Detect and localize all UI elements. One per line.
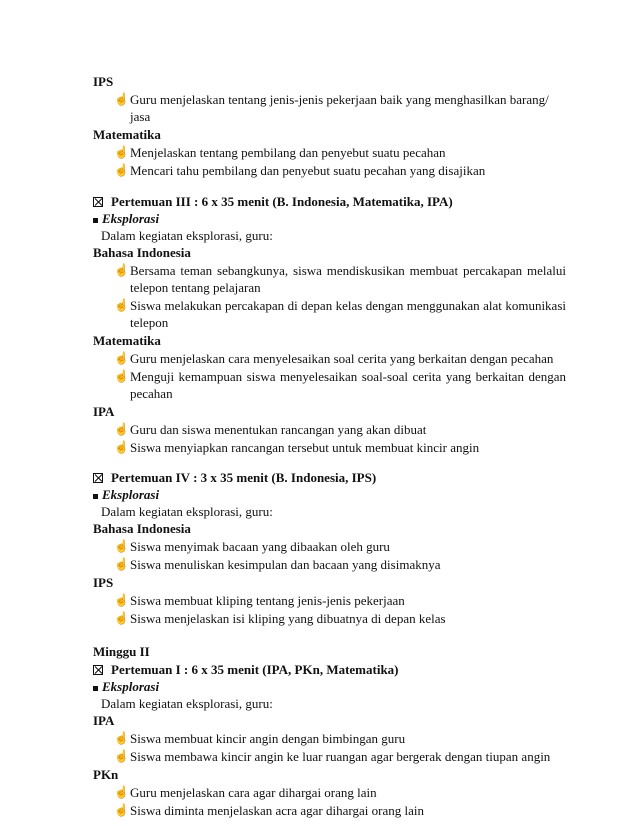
meeting-heading-3: Pertemuan III : 6 x 35 menit (B. Indonesia, Matematika, IPA) [93, 193, 566, 210]
meeting-heading-4: Pertemuan IV : 3 x 35 menit (B. Indonesia, IPS) [93, 469, 566, 486]
hand-pointing-icon: ☝ [114, 539, 129, 553]
hand-pointing-icon: ☝ [114, 785, 129, 799]
list-item: ☝ Menjelaskan tentang pembilang dan penyebut suatu pecahan [114, 145, 446, 160]
list-item: ☝ Guru dan siswa menentukan rancangan yang akan dibuat [114, 422, 427, 437]
square-bullet-icon [93, 686, 98, 691]
list-item: ☝ Guru menjelaskan cara menyelesaikan soal cerita yang berkaitan dengan pecahan [114, 351, 554, 366]
exploration-intro: Dalam kegiatan eksplorasi, guru: [101, 504, 273, 519]
list-item: ☝ Siswa melakukan percakapan di depan kelas dengan menggunakan alat komunikasi telepon [114, 298, 566, 330]
list-item: ☝ Guru menjelaskan tentang jenis-jenis pekerjaan baik yang menghasilkan barang/ jasa [114, 92, 549, 124]
exploration-intro: Dalam kegiatan eksplorasi, guru: [101, 228, 273, 243]
exploration-intro: Dalam kegiatan eksplorasi, guru: [101, 696, 273, 711]
hand-pointing-icon: ☝ [114, 263, 129, 277]
hand-pointing-icon: ☝ [114, 557, 129, 571]
exploration-label: Eksplorasi [93, 486, 566, 503]
list-item: ☝ Siswa membuat kliping tentang jenis-jenis pekerjaan [114, 593, 405, 608]
hand-pointing-icon: ☝ [114, 593, 129, 607]
list-item: ☝ Mencari tahu pembilang dan penyebut suatu pecahan yang disajikan [114, 163, 486, 178]
section-heading-bahasa-indonesia: Bahasa Indonesia [93, 521, 191, 536]
section-heading-ipa: IPA [93, 713, 115, 728]
section-heading-matematika: Matematika [93, 127, 161, 142]
hand-pointing-icon: ☝ [114, 611, 129, 625]
list-item: ☝ Siswa menjelaskan isi kliping yang dibuatnya di depan kelas [114, 611, 446, 626]
section-heading-ips: IPS [93, 575, 114, 590]
list-item: ☝ Siswa menyiapkan rancangan tersebut untuk membuat kincir angin [114, 440, 480, 455]
square-bullet-icon [93, 494, 98, 499]
section-heading-matematika: Matematika [93, 333, 161, 348]
list-item: ☝ Guru menjelaskan cara agar dihargai orang lain [114, 785, 377, 800]
week-heading: Minggu II [93, 644, 150, 659]
list-item: ☝ Bersama teman sebangkunya, siswa mendiskusikan membuat percakapan melalui telepon tentang pelajaran [114, 263, 566, 295]
exploration-label: Eksplorasi [93, 210, 566, 227]
hand-pointing-icon: ☝ [114, 92, 129, 106]
list-item: ☝ Siswa diminta menjelaskan acra agar dihargai orang lain [114, 803, 424, 818]
list-item: ☝ Siswa membawa kincir angin ke luar ruangan agar bergerak dengan tiupan angin [114, 749, 551, 764]
list-item: ☝ Siswa membuat kincir angin dengan bimbingan guru [114, 731, 406, 746]
checkbox-x-icon [93, 473, 103, 483]
checkbox-x-icon [93, 665, 103, 675]
section-heading-ips: IPS [93, 74, 114, 89]
square-bullet-icon [93, 218, 98, 223]
exploration-label: Eksplorasi [93, 678, 566, 695]
section-heading-pkn: PKn [93, 767, 119, 782]
checkbox-x-icon [93, 197, 103, 207]
list-item: ☝ Siswa menuliskan kesimpulan dan bacaan yang disimaknya [114, 557, 441, 572]
hand-pointing-icon: ☝ [114, 422, 129, 436]
meeting-heading-1: Pertemuan I : 6 x 35 menit (IPA, PKn, Matematika) [93, 661, 566, 678]
hand-pointing-icon: ☝ [114, 749, 129, 763]
hand-pointing-icon: ☝ [114, 369, 129, 383]
section-heading-bahasa-indonesia: Bahasa Indonesia [93, 245, 191, 260]
hand-pointing-icon: ☝ [114, 440, 129, 454]
hand-pointing-icon: ☝ [114, 351, 129, 365]
hand-pointing-icon: ☝ [114, 145, 129, 159]
hand-pointing-icon: ☝ [114, 731, 129, 745]
hand-pointing-icon: ☝ [114, 298, 129, 312]
hand-pointing-icon: ☝ [114, 163, 129, 177]
hand-pointing-icon: ☝ [114, 803, 129, 817]
section-heading-ipa: IPA [93, 404, 115, 419]
list-item: ☝ Menguji kemampuan siswa menyelesaikan soal-soal cerita yang berkaitan dengan pecahan [114, 369, 566, 401]
list-item: ☝ Siswa menyimak bacaan yang dibaakan oleh guru [114, 539, 390, 554]
